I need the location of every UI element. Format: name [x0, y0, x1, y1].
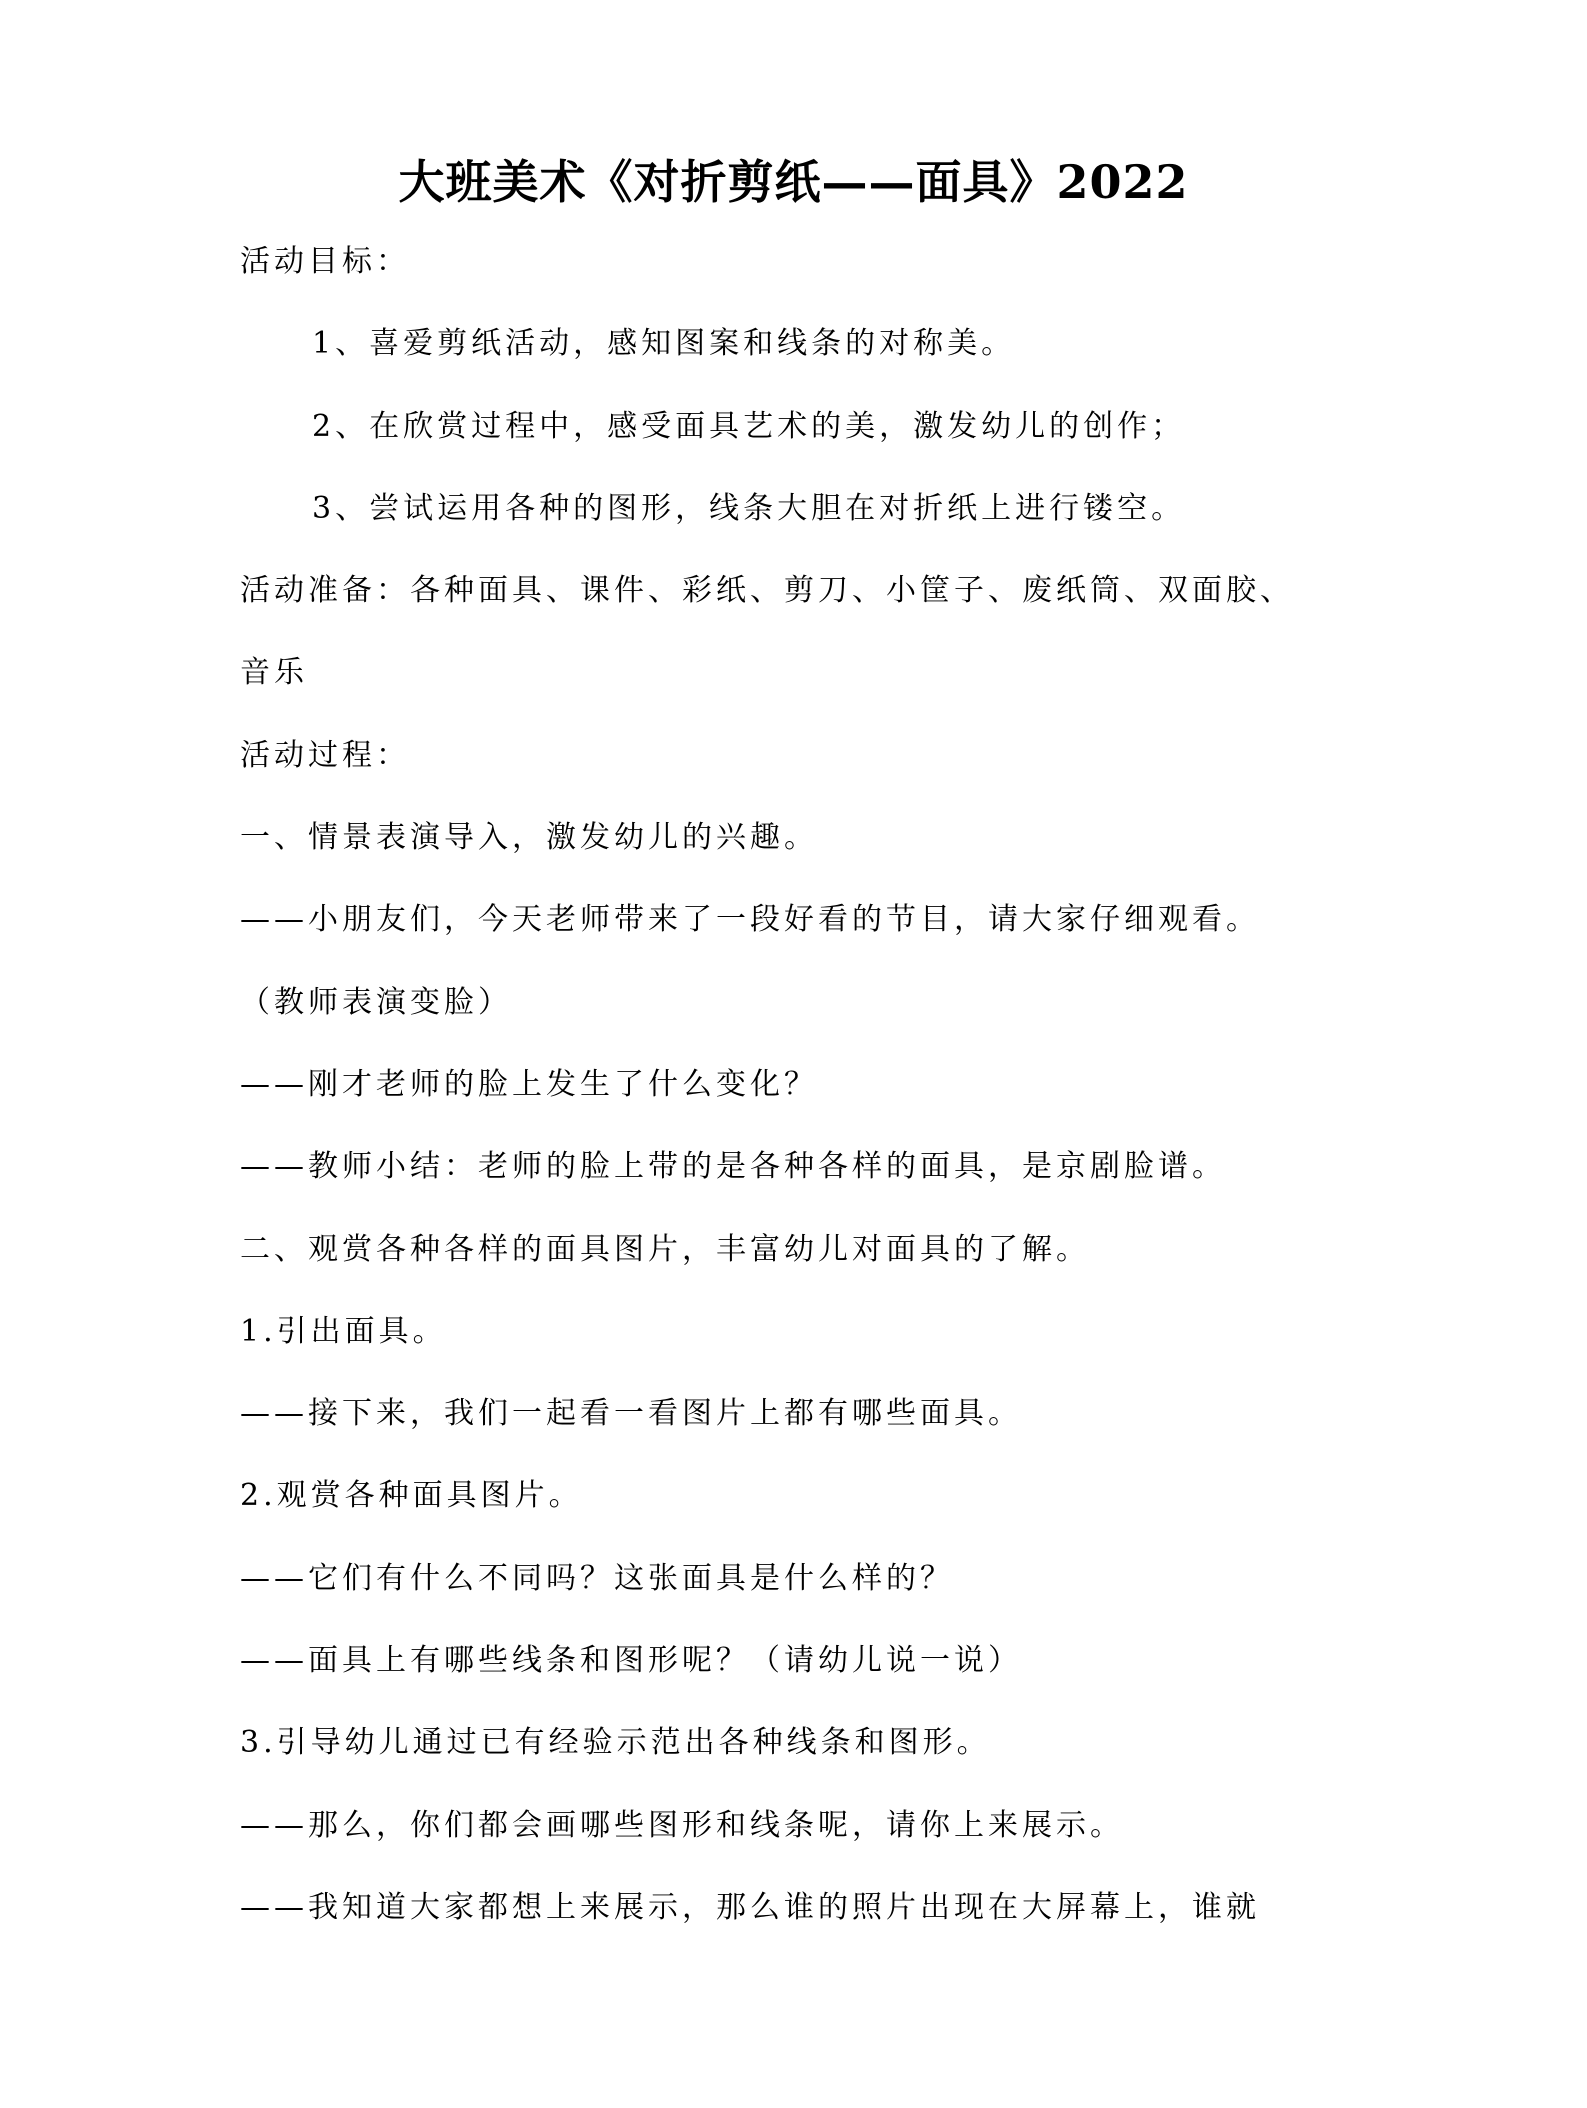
document-title: 大班美术《对折剪纸——面具》2022: [398, 155, 1189, 209]
preparation-line-continued: 音乐: [240, 655, 308, 691]
document-body: [240, 221, 1350, 1949]
preparation-line: 活动准备：各种面具、课件、彩纸、剪刀、小筐子、废纸筒、双面胶、: [240, 573, 1294, 609]
process-dialogue: ——刚才老师的脸上发生了什么变化？: [240, 1066, 818, 1102]
process-substep: 3.引导幼儿通过已有经验示范出各种线条和图形。: [240, 1725, 991, 1761]
goal-item: 2、在欣赏过程中，感受面具艺术的美，激发幼儿的创作；: [312, 408, 1186, 444]
process-dialogue: ——面具上有哪些线条和图形呢？（请幼儿说一说）: [240, 1643, 1022, 1679]
goals-heading: 活动目标：: [240, 244, 410, 279]
process-dialogue: ——那么，你们都会画哪些图形和线条呢，请你上来展示。: [240, 1807, 1124, 1843]
process-dialogue: ——小朋友们，今天老师带来了一段好看的节目，请大家仔细观看。: [240, 902, 1260, 938]
process-note: （教师表演变脸）: [240, 984, 512, 1020]
process-dialogue: ——它们有什么不同吗？这张面具是什么样的？: [240, 1560, 954, 1596]
process-dialogue: ——接下来，我们一起看一看图片上都有哪些面具。: [240, 1396, 1022, 1432]
process-dialogue: ——我知道大家都想上来展示，那么谁的照片出现在大屏幕上，谁就: [240, 1889, 1260, 1925]
process-dialogue: ——教师小结：老师的脸上带的是各种各样的面具，是京剧脸谱。: [240, 1149, 1226, 1185]
process-step-heading: 二、观赏各种各样的面具图片，丰富幼儿对面具的了解。: [240, 1231, 1090, 1267]
process-step-heading: 一、情景表演导入，激发幼儿的兴趣。: [240, 820, 818, 856]
process-heading: 活动过程：: [240, 737, 410, 773]
process-substep: 2.观赏各种面具图片。: [240, 1478, 583, 1514]
process-substep: 1.引出面具。: [240, 1313, 447, 1349]
goal-item: 3、尝试运用各种的图形，线条大胆在对折纸上进行镂空。: [312, 490, 1186, 526]
goal-item: 1、喜爱剪纸活动，感知图案和线条的对称美。: [312, 326, 1016, 362]
